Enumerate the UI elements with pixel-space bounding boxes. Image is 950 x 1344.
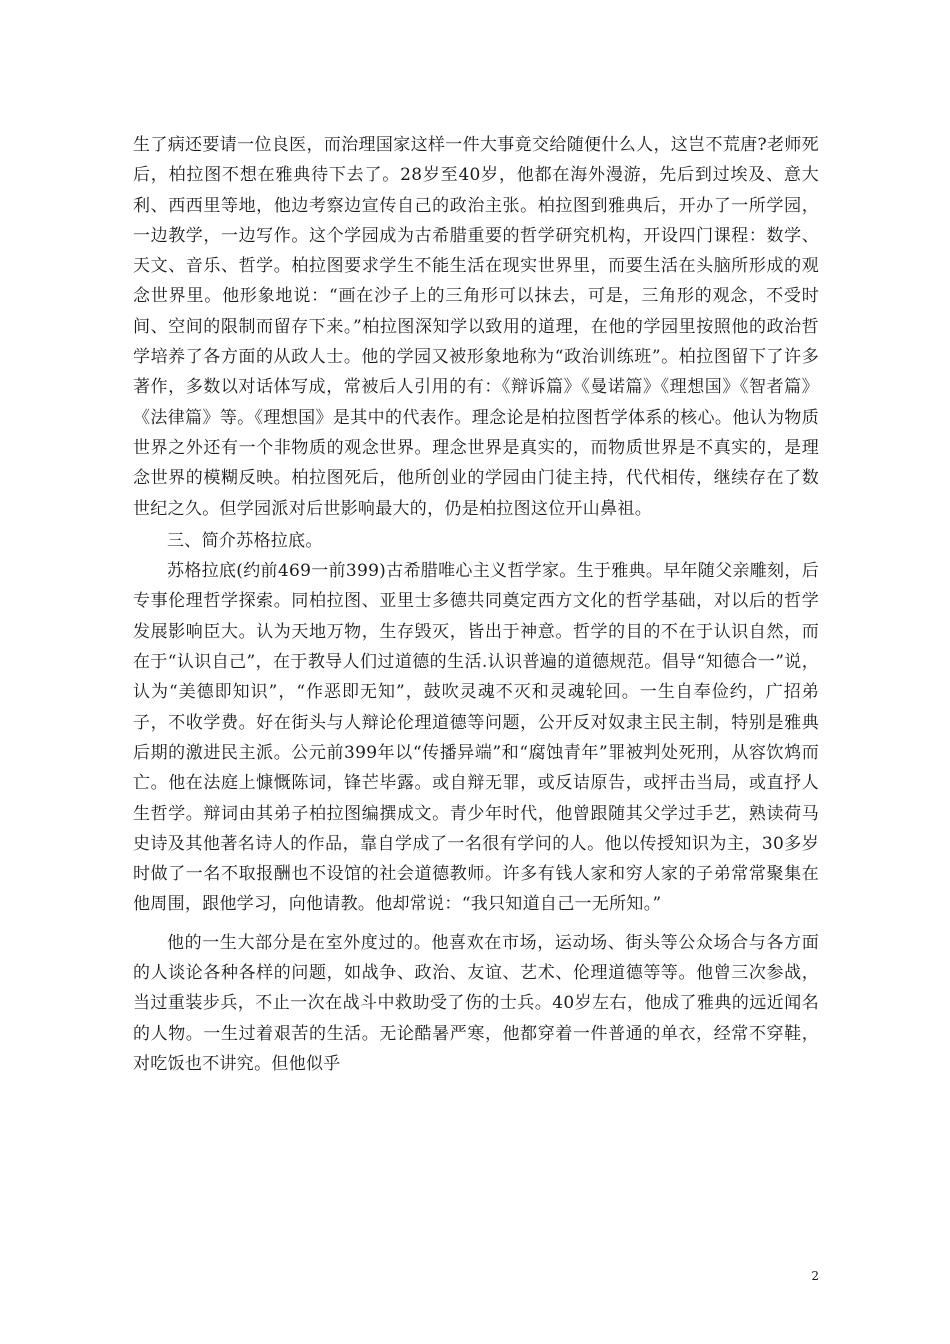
paragraph-socrates-life: 他的一生大部分是在室外度过的。他喜欢在市场，运动场、街头等公众场合与各方面的人谈论各种各样的问题，如战争、政治、友谊、艺术、伦理道德等等。他曾三次参战，当过重装步兵，不止一次在战斗中救助受了伤的士兵。40岁左右，他成了雅典的远近闻名的人物。一生过着艰苦的生活。无论酷暑严寒，他都穿着一件普通的单衣，经常不穿鞋，对吃饭也不讲究。但他似乎 (133, 932, 819, 1074)
paragraph-socrates-intro: 苏格拉底(约前469一前399)古希腊唯心主义哲学家。生于雅典。早年随父亲雕刻，后专事伦理哲学探索。同柏拉图、亚里士多德共同奠定西方文化的哲学基础，对以后的哲学发展影响臣大。认为天地万物，生存毁灭，皆出于神意。哲学的目的不在于认识自然，而在于“认识自己”，在于教导人们过道德的生活.认识普遍的道德规范。倡导“知德合一”说，认为“美德即知识”，“作恶即无知”，鼓吹灵魂不灭和灵魂轮回。一生自奉俭约，广招弟子，不收学费。好在街头与人辩论伦理道德等问题，公开反对奴隶主民主制，特别是雅典后期的激进民主派。公元前399年以“传播异端”和“腐蚀青年”罪被判处死刑，从容饮鸩而亡。他在法庭上慷慨陈词，锋芒毕露。或自辩无罪，或反诘原告，或抨击当局，或直抒人生哲学。辩词由其弟子柏拉图编撰成文。青少年时代，他曾跟随其父学过手艺，熟读荷马史诗及其他著名诗人的作品，靠自学成了一名很有学问的人。他以传授知识为主，30多岁时做了一名不取报酬也不设馆的社会道德教师。许多有钱人家和穷人家的子弟常常聚集在他周围，跟他学习，向他请教。他却常说：“我只知道自己一无所知。” (133, 561, 819, 915)
page-number: 2 (811, 1269, 819, 1283)
page-body (133, 130, 819, 1079)
paragraph-plato-academy: 生了病还要请一位良医，而治理国家这样一件大事竟交给随便什么人，这岂不荒唐?老师死后，柏拉图不想在雅典待下去了。28岁至40岁，他都在海外漫游，先后到过埃及、意大利、西西里等地，他边考察边宣传自己的政治主张。柏拉图到雅典后，开办了一所学园，一边教学，一边写作。这个学园成为古希腊重要的哲学研究机构，开设四门课程：数学、天文、音乐、哲学。柏拉图要求学生不能生活在现实世界里，而要生活在头脑所形成的观念世界里。他形象地说：“画在沙子上的三角形可以抹去，可是，三角形的观念，不受时间、空间的限制而留存下来。”柏拉图深知学以致用的道理，在他的学园里按照他的政治哲学培养了各方面的从政人士。他的学园又被形象地称为“政治训练班”。柏拉图留下了许多著作，多数以对话体写成，常被后人引用的有：《辩诉篇》《曼诺篇》《理想国》《智者篇》《法律篇》等。《理想国》是其中的代表作。理念论是柏拉图哲学体系的核心。他认为物质世界之外还有一个非物质的观念世界。理念世界是真实的，而物质世界是不真实的，是理念世界的模糊反映。柏拉图死后，他所创业的学园由门徒主持，代代相传，继续存在了数世纪之久。但学园派对后世影响最大的，仍是柏拉图这位开山鼻祖。 (133, 135, 819, 519)
section-heading-socrates: 三、简介苏格拉底。 (167, 530, 323, 551)
